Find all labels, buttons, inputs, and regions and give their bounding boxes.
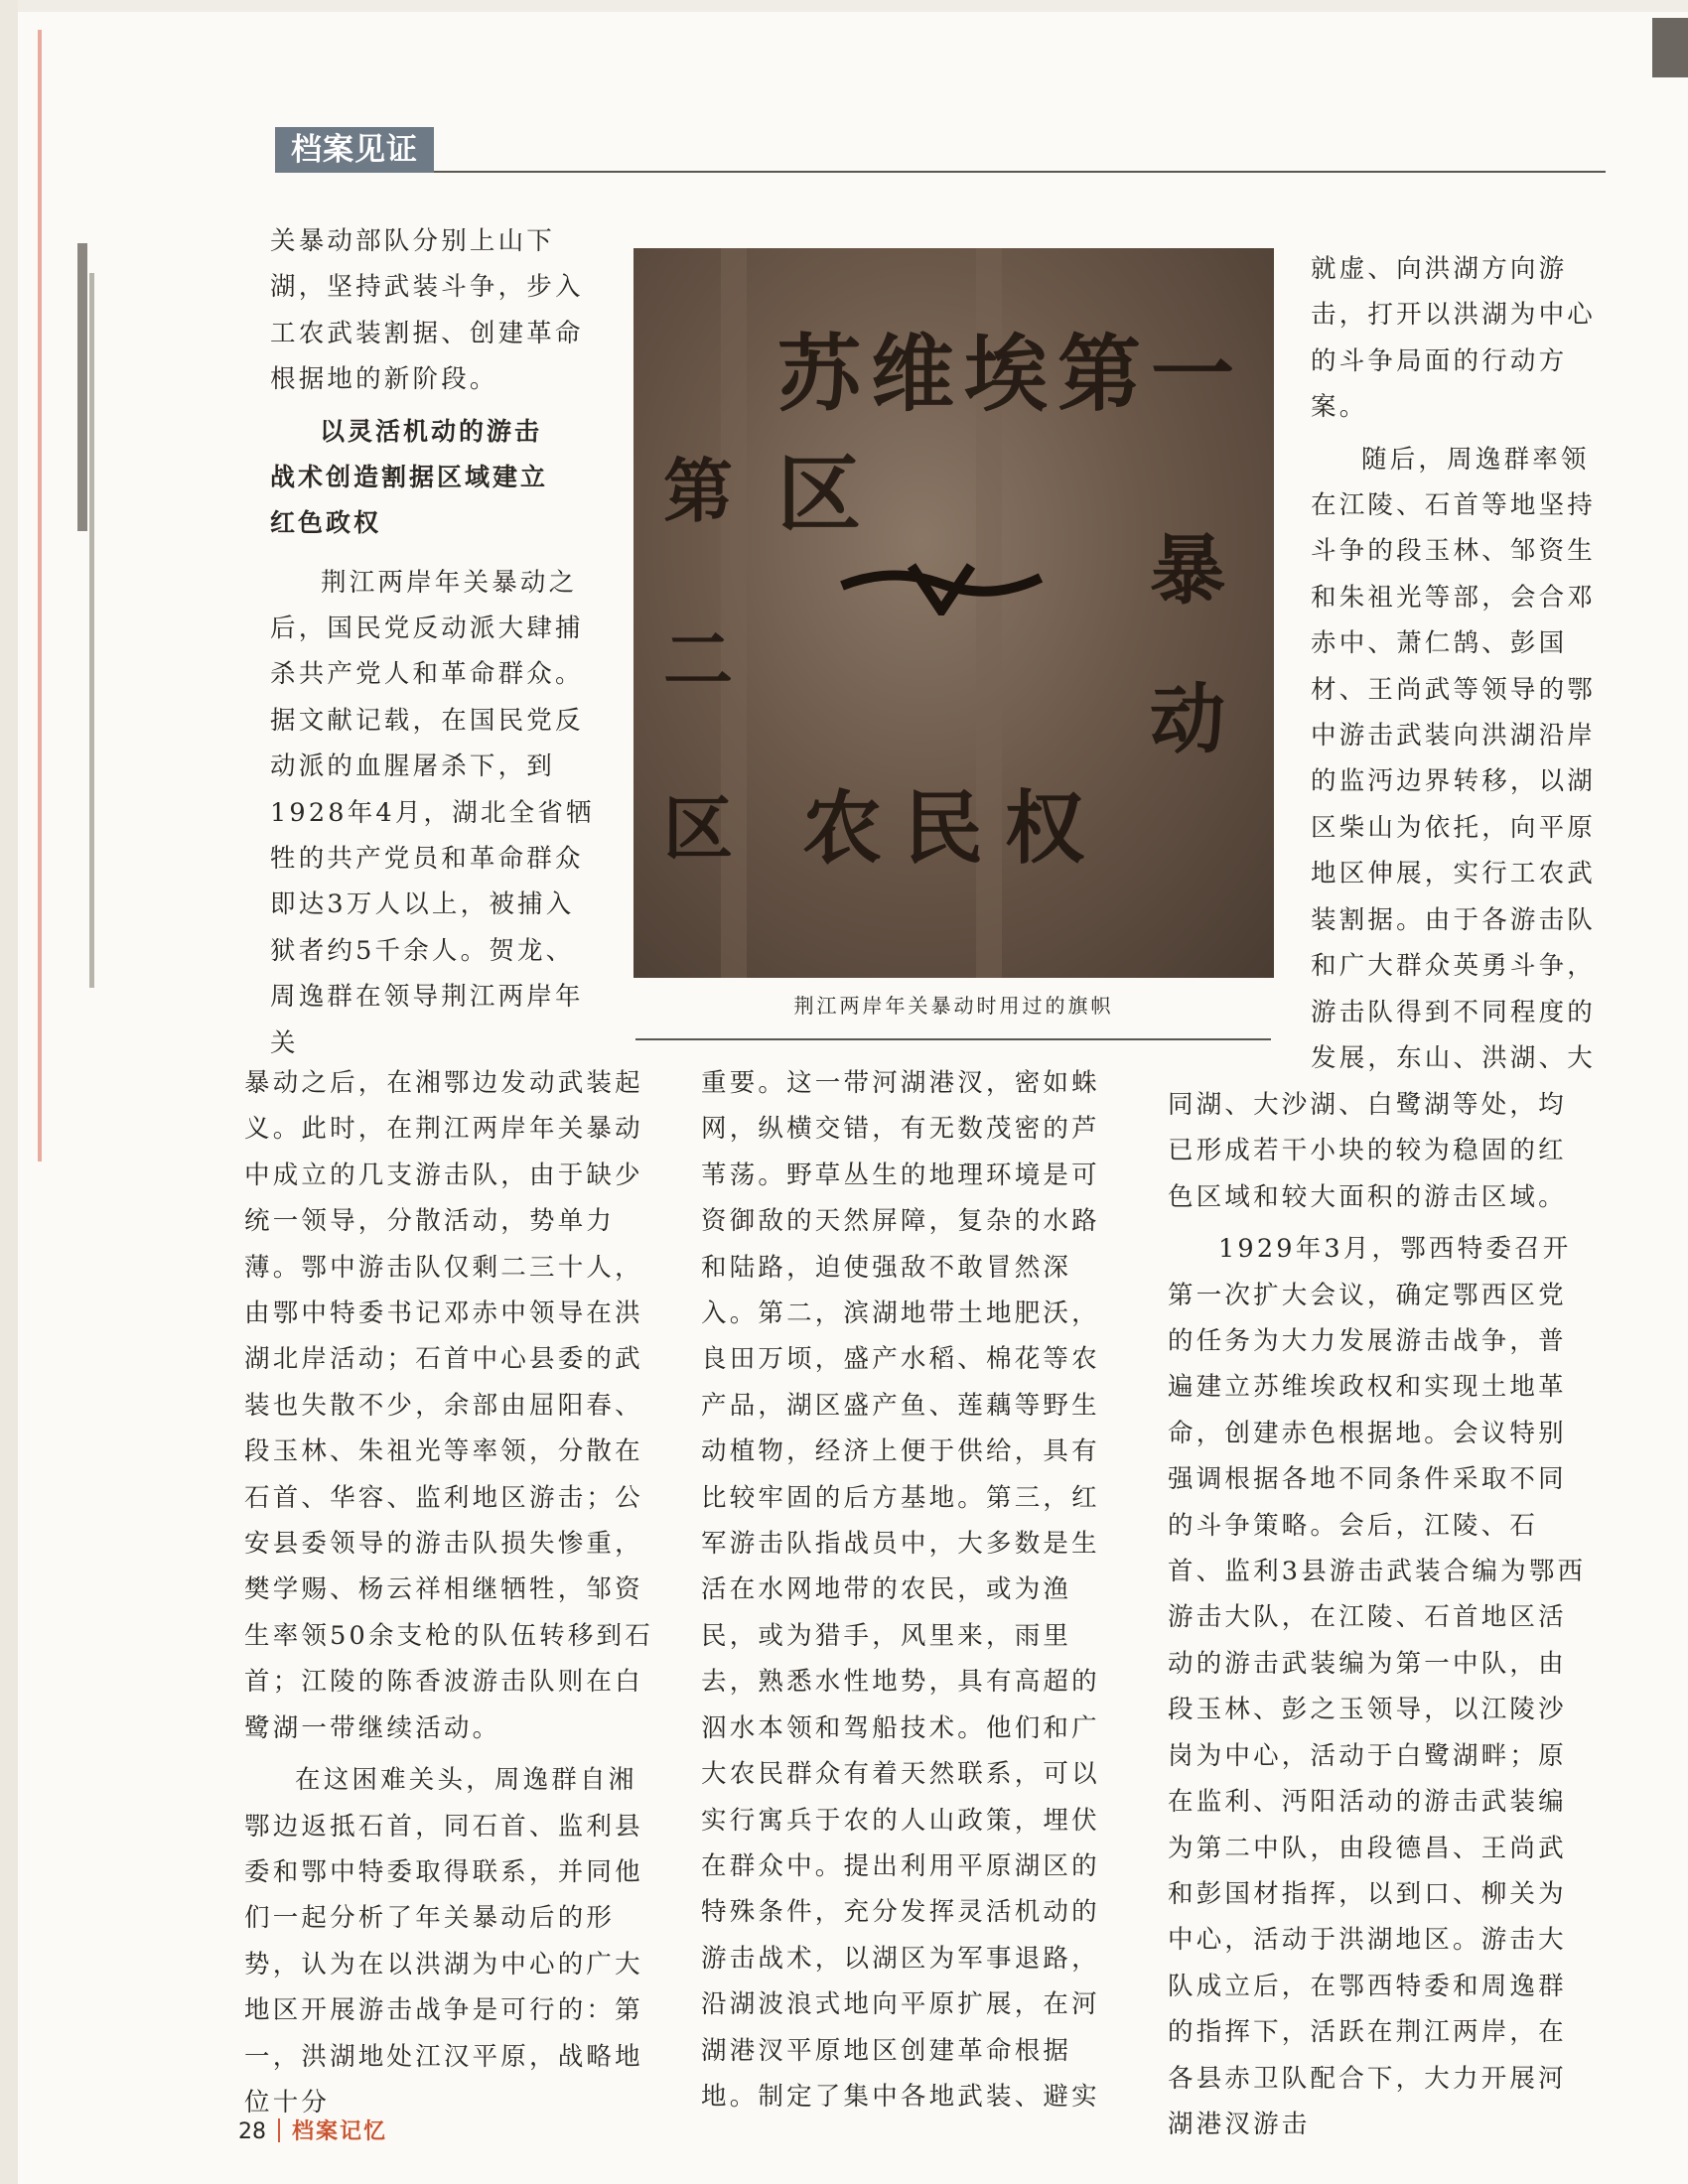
column-3-intro: 就虚、向洪湖方向游击，打开以洪湖为中心的斗争局面的行动方案。 [1311,254,1597,423]
scan-edge-binding [77,243,87,531]
subheading [270,409,598,546]
scan-edge-red-line [38,30,42,1161]
paragraph-2: 在这困难关头，周逸群自湘鄂边返抵石首，同石首、监利县委和鄂中特委取得联系，并同他们一起分析了年关暴动后的形势，认为在以洪湖为中心的广大地区开展游击战争是可行的：第一，洪湖地处江汉平原，战略地位十分 [244,1765,643,2117]
banner-text-left: 第二区 [663,450,733,870]
paragraph-1: 荆江两岸年关暴动之后，国民党反动派大肆捕杀共产党人和革命群众。据文献记载，在国民党反动派的血腥屠杀下，到1928年4月，湖北全省牺牲的共产党员和革命群众即达3万人以上，被捕入狱者约5千余人。贺龙、周逸群在领导荆江两岸年关 [270,567,595,1058]
section-label: 档案见证 [275,127,434,173]
banner-text-right: 暴动 [1150,526,1225,763]
page-number: 28 [238,2119,266,2144]
figure-caption: 荆江两岸年关暴动时用过的旗帜 [793,994,1114,1018]
page-footer [238,2115,387,2145]
column-2-text: 重要。这一带河湖港汊，密如蛛网，纵横交错，有无数茂密的芦苇荡。野草丛生的地理环境是可资御敌的天然屏障，复杂的水路和陆路，迫使强敌不敢冒然深入。第二，滨湖地带土地肥沃，良田万顷，盛产水稻、棉花等农产品，湖区盛产鱼、莲藕等野生动植物，经济上便于供给，具有比较牢固的后方基地。第三，红军游击队指战员中，大多数是生活在水网地带的农民，或为渔民，或为猎手，风里来，雨里去，熟悉水性地势，具有高超的泅水本领和驾船技术。他们和广大农民群众有着天然联系，可以实行寓兵于农的人山政策，埋伏在群众中。提出利用平原湖区的特殊条件，充分发挥灵活机动的游击战术，以湖区为军事退路，沿湖波浪式地向平原扩展，在河湖港汊平原地区创建革命根据地。制定了集中各地武装、避实 [701,1068,1100,2112]
hammer-sickle-emblem [832,556,1051,615]
column-1-lower [244,1060,661,2125]
footer-separator [278,2118,280,2142]
scan-edge-top [0,0,1688,12]
scan-edge-tab [1652,18,1688,77]
caption-rule [635,1038,1271,1040]
column-2 [701,1060,1122,2119]
column-3-paragraph-1: 随后，周逸群率领在江陵、石首等地坚持斗争的段玉林、邹资生和朱祖光等部，会合邓赤中、萧仁鹄、彭国材、王尚武等领导的鄂中游击武装向洪湖沿岸的监沔边界转移，以湖区柴山为依托，向平原地区伸展，实行工农武装割据。由于各游击队和广大群众英勇斗争，游击队得到不同程度的发展，东山、洪湖、大 [1311,444,1597,1073]
intro-paragraph: 关暴动部队分别上山下湖，坚持武装斗争，步入工农武装割据、创建革命根据地的新阶段。 [270,226,584,395]
column-1-upper [270,218,598,1066]
column-3-upper [1311,246,1609,1081]
scan-edge-left [0,0,18,2184]
subheading-line-3: 红色政权 [270,507,382,537]
column-3-paragraph-2: 1929年3月，鄂西特委召开第一次扩大会议，确定鄂西区党的任务为大力发展游击战争，普遍建立苏维埃政权和实现土地革命，创建赤色根据地。会议特别强调根据各地不同条件采取不同的斗争策略。会后，江陵、石首、监利3县游击武装合编为鄂西游击大队，在江陵、石首地区活动的游击武装编为第一中队，由段玉林、彭之玉领导，以江陵沙岗为中心，活动于白鹭湖畔；原在监利、沔阳活动的游击武装编为第二中队，由段德昌、王尚武和彭国材指挥，以到口、柳关为中心，活动于洪湖地区。游击大队成立后，在鄂西特委和周逸群的指挥下，活跃在荆江两岸，在各县赤卫队配合下，大力开展河湖港汊游击 [1168,1234,1587,2139]
banner-text-top: 苏维埃第一区 [777,325,1245,543]
banner-text-bottom: 农民权 [802,781,1106,875]
magazine-name: 档案记忆 [292,2119,388,2144]
banner-photo [633,248,1274,978]
column-3-paragraph-1-continued: 同湖、大沙湖、白鹭湖等处，均已形成若干小块的较为稳固的红色区域和较大面积的游击区域。 [1168,1090,1567,1212]
scan-edge-binding-shadow [89,273,94,988]
paragraph-1-continued: 暴动之后，在湘鄂边发动武装起义。此时，在荆江两岸年关暴动中成立的几支游击队，由于缺少统一领导，分散活动，势单力薄。鄂中游击队仅剩二三十人，由鄂中特委书记邓赤中领导在洪湖北岸活动；石首中心县委的武装也失散不少，余部由屈阳春、段玉林、朱祖光等率领，分散在石首、华容、监利地区游击；公安县委领导的游击队损失惨重，樊学赐、杨云祥相继牺牲，邹资生率领50余支枪的队伍转移到石首；江陵的陈香波游击队则在白鹭湖一带继续活动。 [244,1068,653,1743]
subheading-line-2: 战术创造割据区域建立 [270,462,549,491]
header-rule [434,171,1606,173]
subheading-line-1: 以灵活机动的游击 [320,416,543,446]
column-3-lower [1168,1082,1595,2147]
